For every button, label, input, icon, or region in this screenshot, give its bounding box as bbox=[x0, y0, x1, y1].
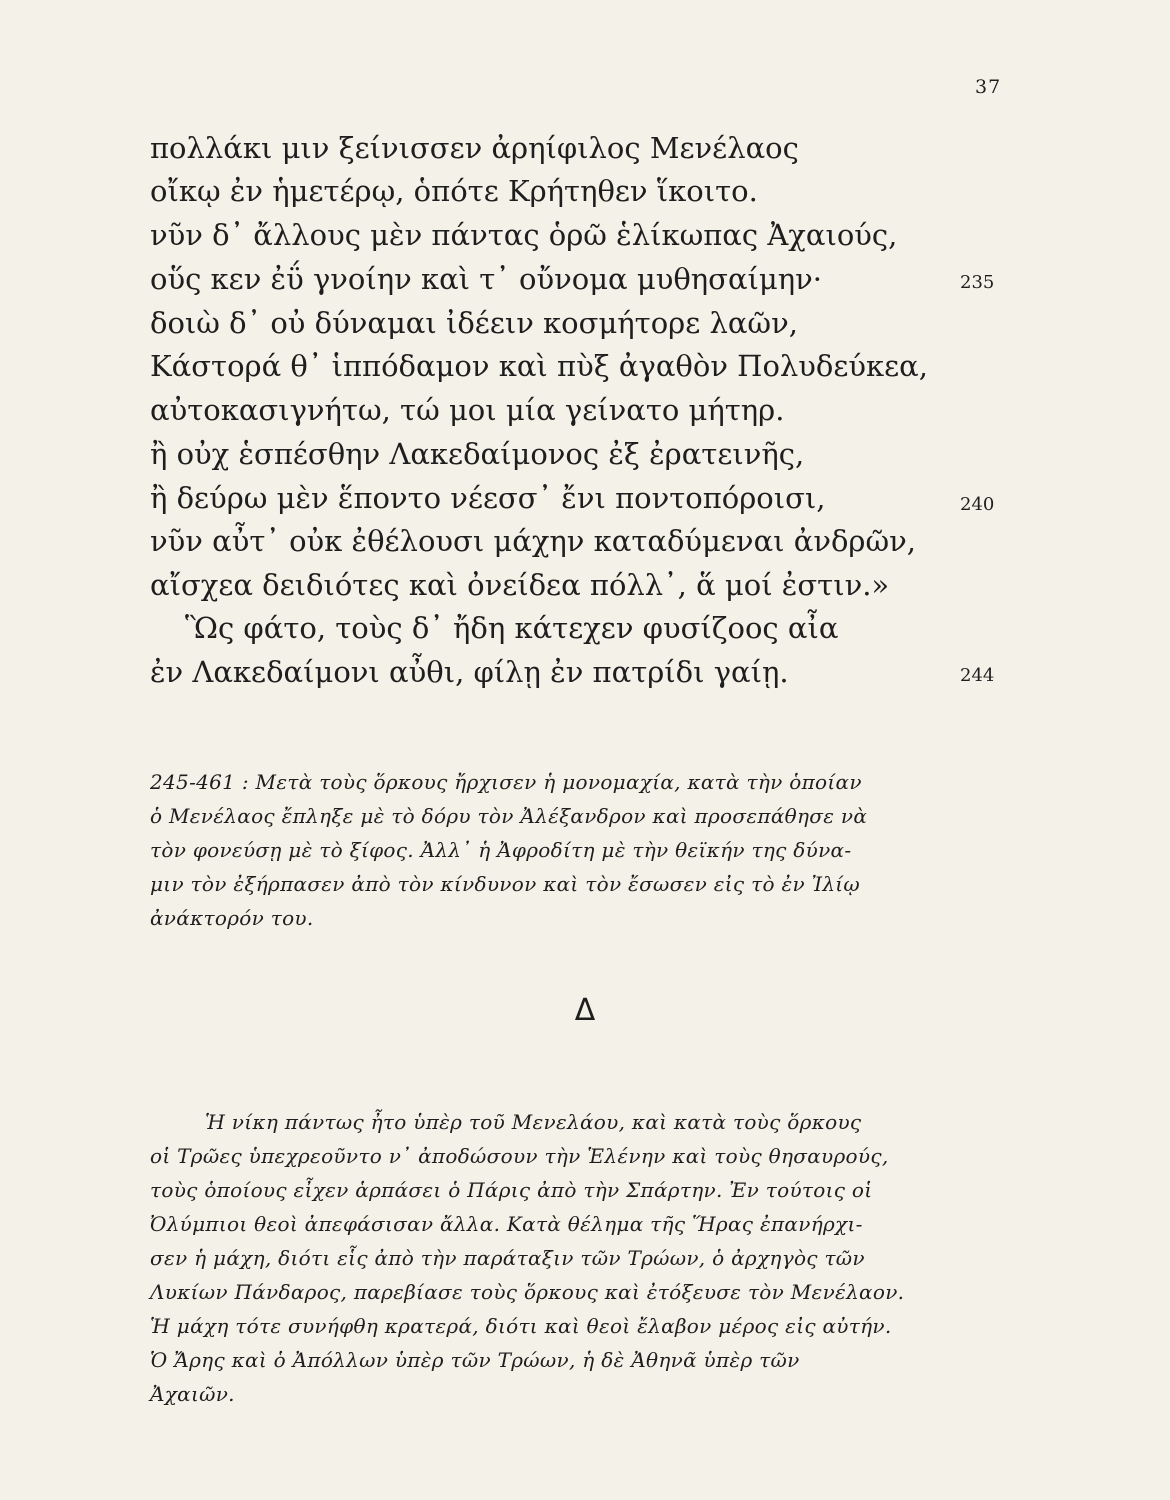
verse-line: Ὣς φάτο, τοὺς δ᾽ ἤδη κάτεχεν φυσίζοος αἶα bbox=[185, 611, 839, 645]
verse-line: ἢ δεύρω μὲν ἕποντο νέεσσ᾽ ἔνι ποντοπόροισι, bbox=[150, 481, 826, 515]
commentary-line: 245-461 : Μετὰ τοὺς ὅρκους ἤρχισεν ἡ μονομαχία, κατὰ τὴν ὁποίαν bbox=[150, 770, 862, 794]
verse-line: πολλάκι μιν ξείνισσεν ἀρηίφιλος Μενέλαος bbox=[150, 131, 799, 165]
verse-line: αὐτοκασιγνήτω, τώ μοι μία γείνατο μήτηρ. bbox=[150, 393, 785, 427]
line-number: 244 bbox=[960, 665, 995, 686]
summary-line: Ἡ μάχη τότε συνήφθη κρατερά, διότι καὶ θεοὶ ἔλαβον μέρος εἰς αὐτήν. bbox=[150, 1314, 892, 1338]
verse-line: νῦν αὖτ᾽ οὐκ ἐθέλουσι μάχην καταδύμεναι ἀνδρῶν, bbox=[150, 524, 916, 558]
verse-line: δοιὼ δ᾽ οὐ δύναμαι ἰδέειν κοσμήτορε λαῶν, bbox=[150, 306, 798, 340]
summary-line: Λυκίων Πάνδαρος, παρεβίασε τοὺς ὅρκους καὶ ἐτόξευσε τὸν Μενέλαον. bbox=[150, 1280, 905, 1304]
summary-line: Ἀχαιῶν. bbox=[150, 1382, 235, 1406]
commentary-line: ἀνάκτορόν του. bbox=[150, 906, 314, 930]
verse-line: οἴκῳ ἐν ἡμετέρῳ, ὁπότε Κρήτηθεν ἵκοιτο. bbox=[150, 174, 758, 208]
page-number: 37 bbox=[975, 76, 1002, 98]
verse-line: ἐν Λακεδαίμονι αὖθι, φίλῃ ἐν πατρίδι γαίῃ. bbox=[150, 655, 789, 689]
summary-line: Ὀλύμπιοι θεοὶ ἀπεφάσισαν ἄλλα. Κατὰ θέλημα τῆς Ἥρας ἐπανήρχι- bbox=[150, 1212, 863, 1236]
commentary-line: ὁ Μενέλαος ἔπληξε μὲ τὸ δόρυ τὸν Ἀλέξανδρον καὶ προσεπάθησε νὰ bbox=[150, 804, 868, 828]
commentary-line: μιν τὸν ἐξήρπασεν ἀπὸ τὸν κίνδυνον καὶ τὸν ἔσωσεν εἰς τὸ ἐν Ἰλίῳ bbox=[150, 872, 861, 896]
verse-line: ἢ οὐχ ἑσπέσθην Λακεδαίμονος ἐξ ἐρατεινῆς, bbox=[150, 437, 805, 471]
summary-line: σεν ἡ μάχη, διότι εἷς ἀπὸ τὴν παράταξιν τῶν Τρώων, ὁ ἀρχηγὸς τῶν bbox=[150, 1246, 865, 1270]
summary-line: Ὁ Ἄρης καὶ ὁ Ἀπόλλων ὑπὲρ τῶν Τρώων, ἡ δὲ Ἀθηνᾶ ὑπὲρ τῶν bbox=[150, 1348, 800, 1372]
verse-line: Κάστορά θ᾽ ἱππόδαμον καὶ πὺξ ἀγαθὸν Πολυδεύκεα, bbox=[150, 349, 928, 383]
summary-line: Ἡ νίκη πάντως ἦτο ὑπὲρ τοῦ Μενελάου, καὶ κατὰ τοὺς ὅρκους bbox=[205, 1110, 862, 1134]
verse-line: νῦν δ᾽ ἄλλους μὲν πάντας ὁρῶ ἑλίκωπας Ἀχαιούς, bbox=[150, 218, 898, 252]
summary-line: τοὺς ὁποίους εἶχεν ἁρπάσει ὁ Πάρις ἀπὸ τὴν Σπάρτην. Ἐν τούτοις οἱ bbox=[150, 1178, 873, 1202]
commentary-line: τὸν φονεύσῃ μὲ τὸ ξίφος. Ἀλλ᾽ ἡ Ἀφροδίτη μὲ τὴν θεϊκήν της δύνα- bbox=[150, 838, 852, 862]
summary-line: οἱ Τρῶες ὑπεχρεοῦντο ν᾽ ἀποδώσουν τὴν Ἑλένην καὶ τοὺς θησαυρούς, bbox=[150, 1144, 889, 1168]
line-number: 240 bbox=[960, 494, 995, 515]
book-heading-letter: Δ bbox=[574, 993, 596, 1028]
line-number: 235 bbox=[960, 272, 995, 293]
verse-line: αἴσχεα δειδιότες καὶ ὀνείδεα πόλλ᾽, ἅ μοί ἐστιν.» bbox=[150, 568, 890, 602]
verse-line: οὕς κεν ἐΰ γνοίην καὶ τ᾽ οὔνομα μυθησαίμην· bbox=[150, 262, 822, 296]
